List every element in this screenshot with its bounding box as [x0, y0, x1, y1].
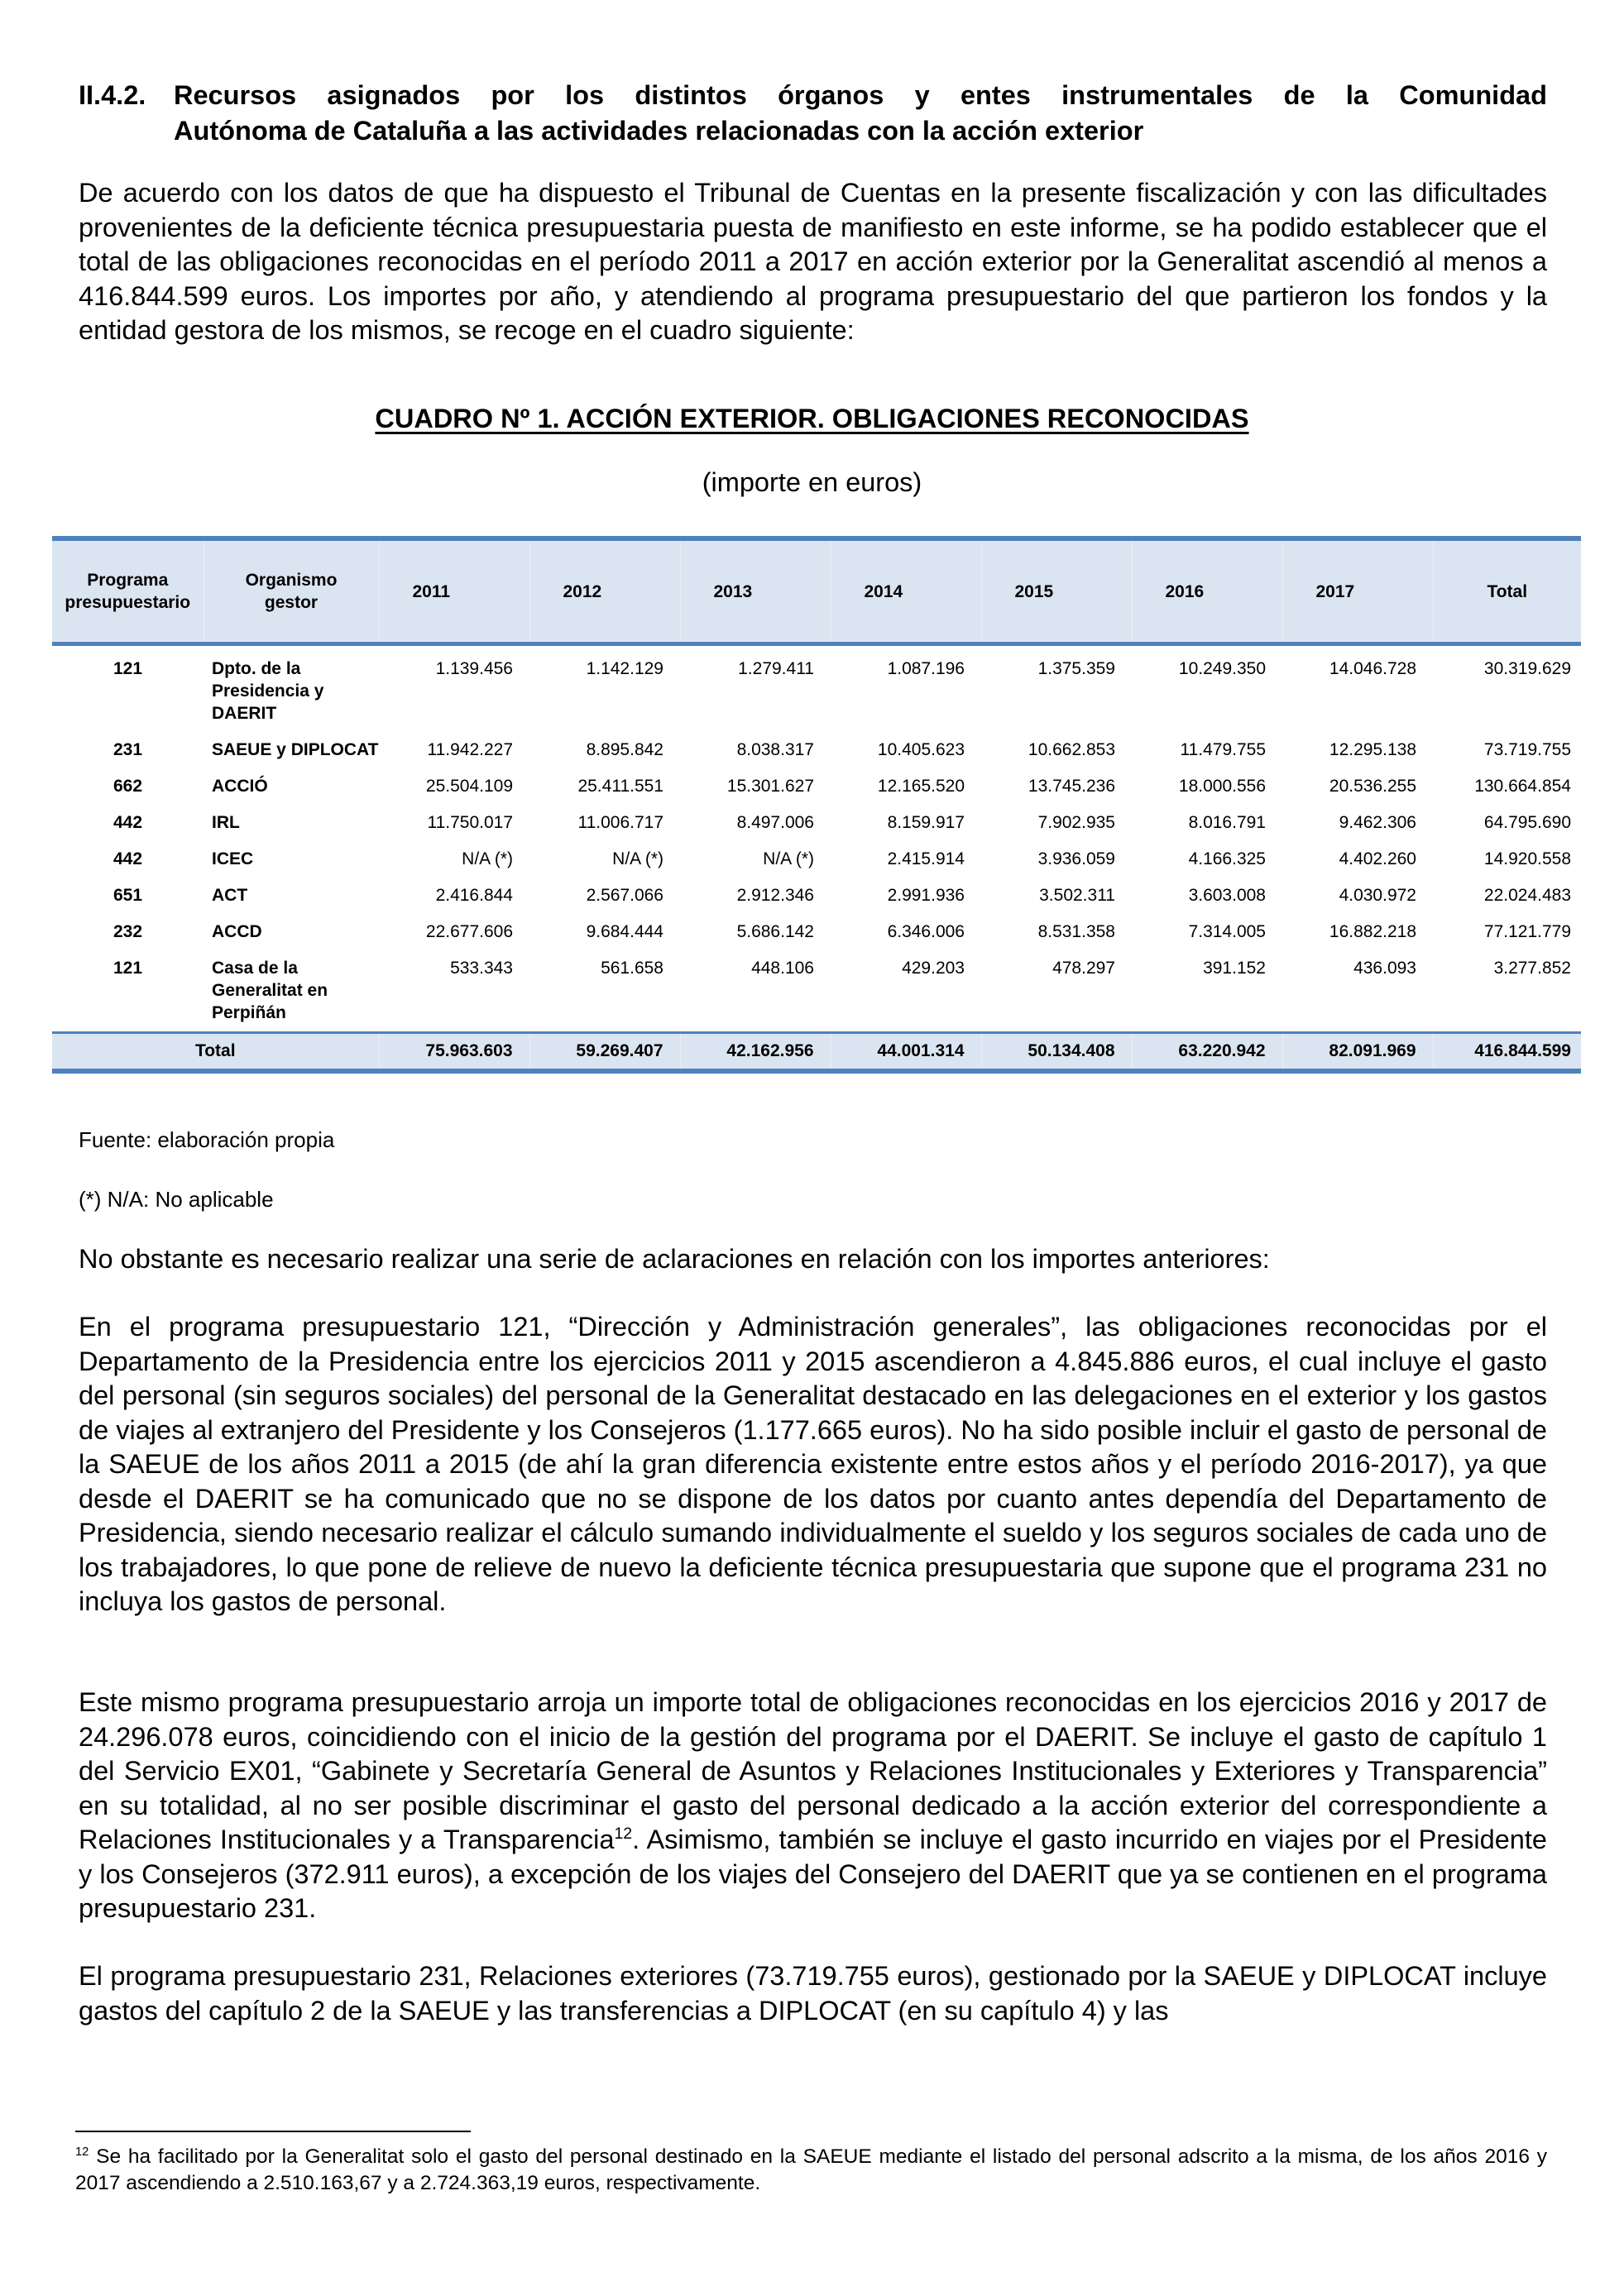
total-cell: 63.220.942: [1132, 1033, 1282, 1072]
organismo-cell: ACT: [212, 886, 248, 905]
amount-cell: 1.279.411: [738, 659, 814, 678]
footnote-12: [75, 2144, 1547, 2197]
amount-cell: 15.301.627: [726, 777, 814, 796]
table-title-text: CUADRO Nº 1. ACCIÓN EXTERIOR. OBLIGACIONES RECONOCIDAS: [375, 404, 1249, 433]
amount-cell: 533.343: [450, 959, 513, 978]
amount-cell: 5.686.142: [736, 922, 814, 941]
table-header-row: [52, 538, 1581, 644]
header-year: 2016: [1132, 538, 1282, 644]
amount-cell: 7.902.935: [1037, 813, 1115, 832]
amount-cell: 8.038.317: [736, 740, 814, 759]
amount-cell: 1.087.196: [887, 659, 965, 678]
amount-cell: 18.000.556: [1178, 777, 1266, 796]
amount-cell: 10.662.853: [1028, 740, 1115, 759]
paragraph-3-part-2: . Asimismo, también se incluye el gasto incurrido en viajes por el Presidente y los Consejeros (372.911 euros), a excepción de los viajes del Consejero del DAERIT que ya se contienen en el programa presupuestario 231.: [79, 1825, 1547, 1923]
amount-cell: 4.402.260: [1339, 849, 1416, 868]
header-year: 2014: [831, 538, 981, 644]
table-source: Fuente: elaboración propia: [79, 1127, 335, 1152]
amount-cell: 1.139.456: [435, 659, 513, 678]
footnote-text: Se ha facilitado por la Generalitat solo el gasto del personal destinado en la SAEUE mediante el listado del personal adscrito a la misma, de los años 2016 y 2017 ascendiendo a 2.510.163,67 y a 2.724.363,19 euros, respectivamente.: [75, 2145, 1547, 2194]
obligations-table: [52, 536, 1581, 1074]
amount-cell: 9.684.444: [586, 922, 663, 941]
amount-cell: 7.314.005: [1188, 922, 1266, 941]
amount-cell: 11.942.227: [427, 740, 513, 759]
amount-cell: 8.497.006: [736, 813, 814, 832]
paragraph-3-part-1: Este mismo programa presupuestario arroja un importe total de obligaciones reconocidas en los ejercicios 2016 y 2017 de 24.296.078 euros, coincidiendo con el inicio de la gestión del programa por el DAERIT. Se incluye el gasto de capítulo 1 del Servicio EX01, “Gabinete y Secretaría General de Asuntos y Relaciones Institucionales y Exteriores y Transparencia” en su totalidad, al no ser posible discriminar el gasto del personal dedicado a la acción exterior del correspondiente a Relaciones Institucionales y a Transparencia: [79, 1687, 1547, 1854]
amount-cell: 2.912.346: [736, 886, 814, 905]
programa-cell: 442: [113, 849, 143, 868]
amount-cell: 3.603.008: [1188, 886, 1266, 905]
amount-cell: 8.159.917: [887, 813, 965, 832]
amount-cell: 4.030.972: [1339, 886, 1416, 905]
total-cell: 75.963.603: [379, 1033, 529, 1072]
paragraph-programa-231: El programa presupuestario 231, Relaciones exteriores (73.719.755 euros), gestionado por la SAEUE y DIPLOCAT incluye gastos del capítulo 2 de la SAEUE y las transferencias a DIPLOCAT (en su capítulo 4) y las: [79, 1961, 1547, 2026]
table-row: [52, 950, 1581, 1033]
total-cell: 50.134.408: [981, 1033, 1132, 1072]
amount-cell: 391.152: [1203, 959, 1266, 978]
programa-cell: 651: [113, 886, 143, 905]
organismo-cell: IRL: [212, 813, 240, 832]
header-year: 2017: [1282, 538, 1433, 644]
amount-cell: 561.658: [601, 959, 663, 978]
amount-cell: 16.882.218: [1329, 922, 1416, 941]
row-total-cell: 73.719.755: [1483, 740, 1571, 759]
amount-cell: 25.411.551: [577, 777, 663, 796]
section-heading: [79, 78, 1547, 149]
organismo-cell: SAEUE y DIPLOCAT: [212, 740, 379, 759]
amount-cell: 11.750.017: [427, 813, 513, 832]
row-total-cell: 22.024.483: [1483, 886, 1571, 905]
amount-cell: N/A (*): [763, 849, 814, 868]
programa-cell: 121: [113, 659, 143, 678]
table-note: (*) N/A: No aplicable: [79, 1187, 274, 1212]
amount-cell: 10.405.623: [877, 740, 965, 759]
organismo-cell: Dpto. de la Presidencia y DAERIT: [212, 659, 324, 723]
header-organismo: Organismo gestor: [204, 538, 379, 644]
amount-cell: 2.415.914: [887, 849, 965, 868]
amount-cell: 12.165.520: [877, 777, 965, 796]
programa-cell: 232: [113, 922, 143, 941]
organismo-cell: Casa de la Generalitat en Perpiñán: [212, 959, 328, 1022]
amount-cell: 1.375.359: [1037, 659, 1115, 678]
amount-cell: 2.416.844: [435, 886, 513, 905]
amount-cell: 13.745.236: [1028, 777, 1115, 796]
grand-total-cell: 416.844.599: [1433, 1033, 1581, 1072]
paragraph-programa-121: En el programa presupuestario 121, “Dirección y Administración generales”, las obligaciones reconocidas por el Departamento de la Presidencia entre los ejercicios 2011 y 2015 ascendieron a 4.845.886 euros, el cual incluye el gasto del personal (sin seguros sociales) del personal de la Generalitat destacado en las delegaciones en el exterior y los gastos de viajes al extranjero del Presidente y los Consejeros (1.177.665 euros). No ha sido posible incluir el gasto de personal de la SAEUE de los años 2011 a 2015 (de ahí la gran diferencia existente entre estos años y el período 2016-2017), ya que desde el DAERIT se ha comunicado que no se dispone de los datos por cuanto antes dependía del Departamento de Presidencia, siendo necesario realizar el cálculo sumando individualmente el sueldo y los seguros sociales de cada uno de los trabajadores, lo que pone de relieve de nuevo la deficiente técnica presupuestaria que supone que el programa 231 no incluya los gastos de personal.: [79, 1312, 1547, 1616]
intro-paragraph: De acuerdo con los datos de que ha dispuesto el Tribunal de Cuentas en la presente fiscalización y con las dificultades provenientes de la deficiente técnica presupuestaria puesta de manifiesto en este informe, se ha podido establecer que el total de las obligaciones reconocidas en el período 2011 a 2017 en acción exterior por la Generalitat ascendió al menos a 416.844.599 euros. Los importes por año, y atendiendo al programa presupuestario del que partieron los fondos y la entidad gestora de los mismos, se recoge en el cuadro siguiente:: [79, 178, 1547, 345]
table-row: [52, 768, 1581, 805]
amount-cell: N/A (*): [612, 849, 663, 868]
row-total-cell: 64.795.690: [1483, 813, 1571, 832]
programa-cell: 231: [113, 740, 143, 759]
table-row: [52, 914, 1581, 950]
amount-cell: 3.502.311: [1039, 886, 1115, 905]
amount-cell: 25.504.109: [425, 777, 513, 796]
amount-cell: 14.046.728: [1329, 659, 1416, 678]
amount-cell: N/A (*): [462, 849, 513, 868]
amount-cell: 11.006.717: [577, 813, 663, 832]
amount-cell: 448.106: [751, 959, 814, 978]
header-year: 2011: [379, 538, 529, 644]
section-heading-line-2: Autónoma de Cataluña a las actividades relacionadas con la acción exterior: [174, 116, 1144, 146]
footnote-separator: [75, 2131, 471, 2132]
programa-cell: 442: [113, 813, 143, 832]
header-year: 2015: [981, 538, 1132, 644]
amount-cell: 478.297: [1052, 959, 1115, 978]
footnote-reference[interactable]: 12: [614, 1825, 633, 1844]
row-total-cell: 130.664.854: [1474, 777, 1571, 796]
amount-cell: 8.895.842: [586, 740, 663, 759]
table-total-row: [52, 1033, 1581, 1072]
header-programa: Programa presupuestario: [52, 538, 204, 644]
organismo-cell: ICEC: [212, 849, 254, 868]
amount-cell: 11.479.755: [1180, 740, 1266, 759]
amount-cell: 20.536.255: [1329, 777, 1416, 796]
amount-cell: 8.531.358: [1037, 922, 1115, 941]
section-number: II.4.2.: [79, 80, 146, 110]
total-cell: 82.091.969: [1282, 1033, 1433, 1072]
header-year: 2012: [529, 538, 680, 644]
row-total-cell: 3.277.852: [1493, 959, 1571, 978]
table-title: [0, 402, 1624, 435]
amount-cell: 9.462.306: [1339, 813, 1416, 832]
programa-cell: 121: [113, 959, 143, 978]
amount-cell: 1.142.129: [586, 659, 663, 678]
table-row: [52, 841, 1581, 878]
amount-cell: 436.093: [1353, 959, 1416, 978]
row-total-cell: 30.319.629: [1483, 659, 1571, 678]
amount-cell: 10.249.350: [1178, 659, 1266, 678]
table-row: [52, 878, 1581, 914]
amount-cell: 429.203: [902, 959, 965, 978]
table-row: [52, 805, 1581, 841]
table-subtitle: (importe en euros): [702, 467, 922, 497]
row-total-cell: 14.920.558: [1483, 849, 1571, 868]
programa-cell: 662: [113, 777, 143, 796]
section-heading-line-1: Recursos asignados por los distintos órganos y entes instrumentales de la Comunidad: [174, 80, 1547, 110]
amount-cell: 12.295.138: [1329, 740, 1416, 759]
paragraph-programa-121-2016-2017: [79, 1686, 1547, 1926]
total-label: Total: [52, 1033, 379, 1072]
organismo-cell: ACCIÓ: [212, 777, 268, 796]
footnote-number: 12: [75, 2145, 89, 2159]
total-cell: 44.001.314: [831, 1033, 981, 1072]
total-cell: 42.162.956: [680, 1033, 831, 1072]
header-total: Total: [1433, 538, 1581, 644]
amount-cell: 3.936.059: [1037, 849, 1115, 868]
amount-cell: 22.677.606: [425, 922, 513, 941]
total-cell: 59.269.407: [529, 1033, 680, 1072]
row-total-cell: 77.121.779: [1483, 922, 1571, 941]
amount-cell: 6.346.006: [887, 922, 965, 941]
amount-cell: 2.991.936: [887, 886, 965, 905]
header-year: 2013: [680, 538, 831, 644]
amount-cell: 8.016.791: [1188, 813, 1266, 832]
table-row: [52, 732, 1581, 768]
table-row: [52, 644, 1581, 733]
organismo-cell: ACCD: [212, 922, 262, 941]
amount-cell: 4.166.325: [1188, 849, 1266, 868]
amount-cell: 2.567.066: [586, 886, 663, 905]
paragraph-clarifications-intro: No obstante es necesario realizar una serie de aclaraciones en relación con los importes anteriores:: [79, 1244, 1270, 1274]
